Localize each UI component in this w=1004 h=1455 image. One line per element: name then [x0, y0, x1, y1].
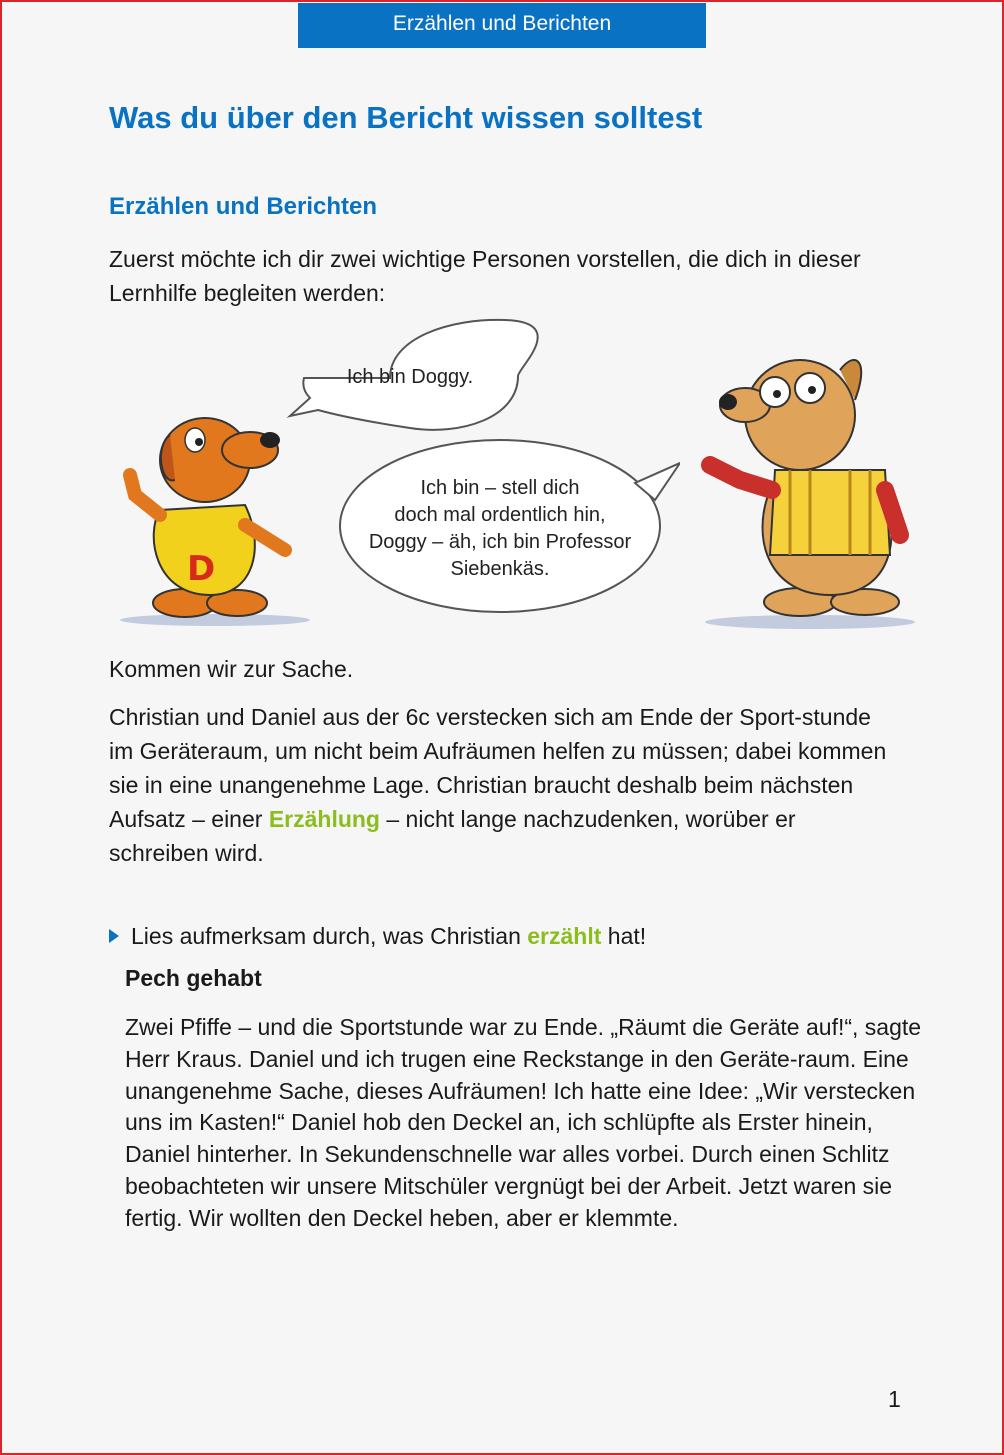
intro-paragraph: Zuerst möchte ich dir zwei wichtige Personen vorstellen, die dich in dieser Lernhilfe begleiten werden: [109, 246, 861, 306]
svg-text:D: D [187, 549, 216, 589]
story-intro-paragraph [109, 700, 889, 870]
task-text-1: Lies aufmerksam durch, was Christian [131, 923, 528, 949]
page-number: 1 [888, 1386, 901, 1412]
highlight-erzaehlung: Erzählung [268, 806, 380, 832]
professor-bubble-text [340, 475, 660, 583]
story-intro-text-2: – nicht lange nachzudenken, worüber er schreiben wird. [109, 806, 796, 866]
page-title: Was du über den Bericht wissen solltest [109, 100, 703, 135]
highlight-erzaehlt: erzählt [527, 923, 602, 949]
professor-line-4: Siebenkäs. [450, 558, 550, 580]
task-instruction [109, 920, 646, 952]
professor-line-2: doch mal ordentlich hin, [394, 504, 606, 526]
story-title: Pech gehabt [125, 965, 262, 991]
section-title: Erzählen und Berichten [109, 193, 378, 220]
story-text: Zwei Pfiffe – und die Sportstunde war zu Ende. „Räumt die Geräte auf!“, sagte Herr Kraus. Daniel und ich trugen eine Reckstange in den Geräte-raum. Eine unangenehme Sache, dieses Aufräumen! Ich hatte eine Idee: „Wir verstecken uns im Kasten!“ Daniel hob den Deckel an, ich schlüpfte als Erster hinein, Daniel hinterher. In Sekundenschnelle war alles vorbei. Durch einen Schlitz beobachteten wir unsere Mitschüler vergnügt bei der Arbeit. Jetzt waren sie fertig. Wir wollten den Deckel heben, aber er klemmte. [125, 1014, 922, 1231]
lead-sentence: Kommen wir zur Sache. [109, 656, 354, 682]
professor-line-3: Doggy – äh, ich bin Professor [368, 531, 632, 553]
doggy-bubble-text: Ich bin Doggy. [346, 366, 474, 388]
chapter-tab: Erzählen und Berichten [298, 3, 706, 48]
professor-line-1: Ich bin – stell dich [420, 477, 580, 499]
task-text-2: hat! [601, 923, 647, 949]
professor-illustration [680, 340, 920, 635]
story-intro-text-1: Christian und Daniel aus der 6c verstecken sich am Ende der Sport-stunde im Geräteraum, um nicht beim Aufräumen helfen zu müssen; dabei kommen sie in eine unangenehme Lage. Christian braucht deshalb beim nächsten Aufsatz – einer [109, 704, 887, 832]
triangle-arrow-icon [109, 929, 119, 943]
doggy-illustration [115, 395, 315, 630]
